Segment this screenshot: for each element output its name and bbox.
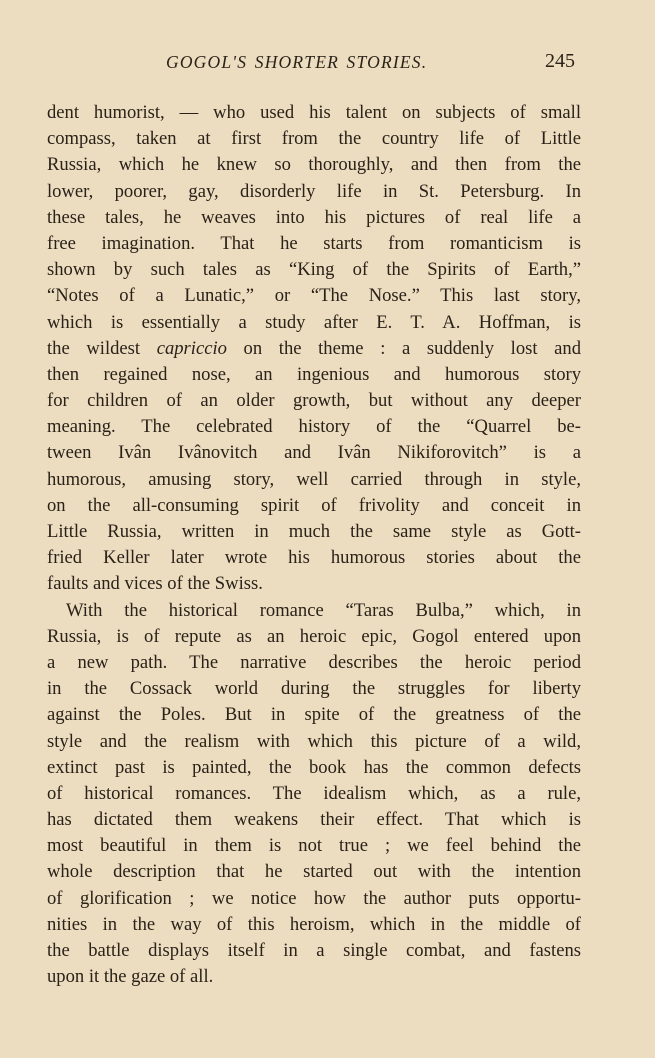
text-line: tween Ivân Ivânovitch and Ivân Nikiforovitch” is a [47,442,581,464]
text-line: of glorification ; we notice how the author puts opportu- [47,887,581,909]
text-line: “Notes of a Lunatic,” or “The Nose.” This last story, [47,285,581,307]
text-line: a new path. The narrative describes the heroic period [47,651,581,673]
text-line: meaning. The celebrated history of the “Quarrel be- [47,416,581,438]
running-title: GOGOL'S SHORTER STORIES. [166,52,428,72]
text-line: whole description that he started out with the intention [47,861,581,883]
text-line: shown by such tales as “King of the Spirits of Earth,” [47,259,581,281]
text-line: the wildest capriccio on the theme : a suddenly lost and [47,337,581,359]
body-text [47,100,581,990]
text-line: which is essentially a study after E. T. A. Hoffman, is [47,311,581,333]
text-line: of historical romances. The idealism which, as a rule, [47,782,581,804]
text-line: the battle displays itself in a single combat, and fastens [47,940,581,961]
text-line: on the all-consuming spirit of frivolity and conceit in [47,494,581,516]
text-line: fried Keller later wrote his humorous stories about the [47,547,581,569]
text-line: faults and vices of the Swiss. [47,573,263,595]
paragraph [47,100,581,598]
text-line: Russia, is of repute as an heroic epic, Gogol entered upon [47,625,581,647]
text-line: dent humorist, — who used his talent on subjects of small [47,102,581,123]
text-line: Little Russia, written in much the same style as Gott- [47,521,581,542]
text-line: lower, poorer, gay, disorderly life in St. Petersburg. In [47,180,581,202]
text-line: in the Cossack world during the struggles for liberty [47,678,581,700]
text-line: upon it the gaze of all. [47,966,214,988]
text-line: With the historical romance “Taras Bulba,” which, in [66,599,581,621]
text-line: Russia, which he knew so thoroughly, and then from the [47,154,581,176]
text-line: style and the realism with which this picture of a wild, [47,730,581,752]
page-number: 245 [545,50,575,72]
text-line: for children of an older growth, but without any deeper [47,390,581,412]
running-header [0,50,655,76]
text-line: compass, taken at first from the country life of Little [47,128,581,150]
text-line: then regained nose, an ingenious and humorous story [47,363,581,385]
text-line: these tales, he weaves into his pictures of real life a [47,206,581,228]
text-line: most beautiful in them is not true ; we feel behind the [47,835,581,857]
text-line: humorous, amusing story, well carried through in style, [47,468,581,490]
text-line: against the Poles. But in spite of the greatness of the [47,704,581,726]
text-line: has dictated them weakens their effect. That which is [47,809,581,831]
paragraph [47,598,581,991]
text-line: nities in the way of this heroism, which in the middle of [47,913,581,935]
text-line: free imagination. That he starts from romanticism is [47,232,581,254]
text-line: extinct past is painted, the book has the common defects [47,756,581,778]
